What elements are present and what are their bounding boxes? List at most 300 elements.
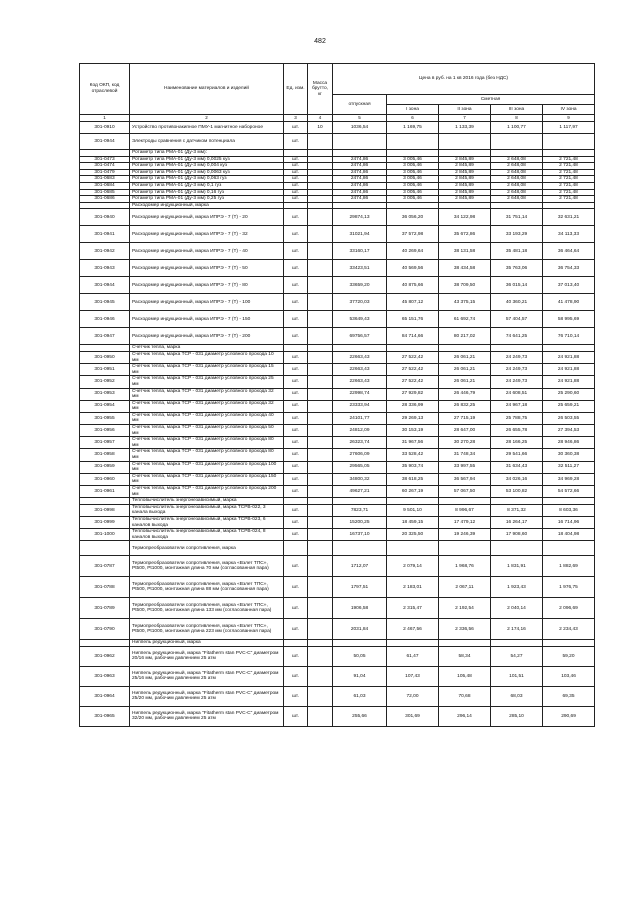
cell-price-zone-4: 76 710,14	[543, 328, 595, 345]
cell-mass	[308, 202, 333, 209]
cell-code: 301-0963	[80, 666, 130, 686]
cell-price-zone-2: 26 061,21	[439, 376, 491, 388]
cell-name: Ниппель редукционный, марка	[130, 640, 284, 647]
cell-price-zone-2: 2 845,89	[439, 196, 491, 203]
cell-price-zone-2: 35 672,86	[439, 226, 491, 243]
cell-code: 301-0951	[80, 364, 130, 376]
table-body	[80, 122, 595, 727]
cell-price-zone-4: 103,46	[543, 666, 595, 686]
cell-price-zone-1: 3 005,46	[387, 169, 439, 176]
cell-name: Расходомер индукционный, марка ИПРЭ - 7 (Т) - 50	[130, 260, 284, 277]
cell-price-zone-4: 26 503,55	[543, 412, 595, 424]
cell-price-zone-3: 2 648,08	[491, 163, 543, 170]
cell-name: Тепловычислитель энергонезависимый, марка ТСРВ-022, 3 канала выхода	[130, 504, 284, 516]
cell-name: Тепловычислитель энергонезависимый, марка ТСРВ-023, 6 каналов выхода	[130, 516, 284, 528]
cell-mass	[308, 189, 333, 196]
cell-price-zone-4	[543, 202, 595, 209]
table-row	[80, 449, 595, 461]
cell-price-zone-1: 30 153,19	[387, 425, 439, 437]
cell-name: Счетчик тепла, марка ТСР - 031 диаметр условного прохода 10 мм	[130, 351, 284, 363]
table-row	[80, 498, 595, 505]
cell-code	[80, 640, 130, 647]
table-row	[80, 473, 595, 485]
cell-price-zone-1: 27 522,42	[387, 364, 439, 376]
cell-price-release: 91,04	[333, 666, 387, 686]
cell-price-zone-4: 41 478,90	[543, 294, 595, 311]
cell-price-zone-4: 24 921,88	[543, 351, 595, 363]
cell-name: Термопреобразователи сопротивления, марка «Взлет ТПС», Pt500, Pt1000, монтажная длина 223 мм (согласованная пара)	[130, 619, 284, 640]
cell-price-zone-4	[543, 345, 595, 352]
cell-unit: шт.	[284, 437, 308, 449]
cell-unit: шт.	[284, 619, 308, 640]
cell-price-release: 23333,94	[333, 400, 387, 412]
table-row	[80, 202, 595, 209]
cell-code: 301-0960	[80, 473, 130, 485]
cell-price-zone-1: 3 005,46	[387, 189, 439, 196]
cell-price-release: 2474,86	[333, 189, 387, 196]
cell-price-release: 22998,74	[333, 388, 387, 400]
cell-unit: шт.	[284, 473, 308, 485]
table-row	[80, 351, 595, 363]
table-row	[80, 311, 595, 328]
cell-price-zone-4: 34 969,28	[543, 473, 595, 485]
cell-price-zone-2: 2 192,54	[439, 598, 491, 619]
cell-price-release: 2474,86	[333, 163, 387, 170]
cell-price-zone-3: 24 608,51	[491, 388, 543, 400]
cell-code: 301-0950	[80, 351, 130, 363]
cell-unit: шт.	[284, 163, 308, 170]
cell-price-zone-3: 285,10	[491, 706, 543, 726]
cell-mass	[308, 294, 333, 311]
cell-mass	[308, 243, 333, 260]
cell-name: Ротаметр типа РМА-01 (Ду-3 мм) 0,063 гуз	[130, 176, 284, 183]
cell-unit: шт.	[284, 277, 308, 294]
table-row	[80, 134, 595, 150]
header-unit: Ед. изм.	[284, 64, 308, 115]
cell-price-zone-2: 26 446,79	[439, 388, 491, 400]
cell-price-zone-4: 16 714,96	[543, 516, 595, 528]
cell-name: Термопреобразователи сопротивления, марка «Взлет ТПС», Pt500, Pt1000, монтажная длина 88 мм (согласованная пара)	[130, 577, 284, 598]
table-row	[80, 619, 595, 640]
cell-name: Электроды сравнения с датчиком потенциала	[130, 134, 284, 150]
cell-name: Счетчик тепла, марка ТСР - 031 диаметр условного прохода 32 мм	[130, 400, 284, 412]
cell-code: 301-0910	[80, 122, 130, 134]
cell-mass	[308, 311, 333, 328]
header-zone-1: I зона	[387, 105, 439, 115]
cell-name: Термопреобразователи сопротивления, марка	[130, 541, 284, 556]
table-row	[80, 226, 595, 243]
cell-price-zone-1: 3 005,46	[387, 176, 439, 183]
cell-mass	[308, 640, 333, 647]
cell-price-zone-1: 27 522,42	[387, 351, 439, 363]
cell-price-zone-3: 2 648,08	[491, 176, 543, 183]
cell-price-zone-1: 1 169,75	[387, 122, 439, 134]
cell-price-zone-3: 34 026,16	[491, 473, 543, 485]
cell-price-release: 7823,71	[333, 504, 387, 516]
cell-price-zone-3: 26 655,78	[491, 425, 543, 437]
cell-price-zone-1: 45 807,12	[387, 294, 439, 311]
cell-price-zone-2: 1 968,76	[439, 556, 491, 577]
cell-price-zone-3: 35 763,06	[491, 260, 543, 277]
cell-mass	[308, 577, 333, 598]
cell-name: Устройство противонакипное ПМУ-1 магнитное набороное	[130, 122, 284, 134]
cell-price-zone-3: 2 648,08	[491, 189, 543, 196]
cell-name: Счетчик тепла, марка ТСР - 031 диаметр условного прохода 50 мм	[130, 425, 284, 437]
cell-price-zone-4: 1 976,75	[543, 577, 595, 598]
table-row	[80, 156, 595, 163]
cell-price-release: 22663,43	[333, 364, 387, 376]
col-number: 2	[130, 115, 284, 122]
cell-price-zone-2	[439, 640, 491, 647]
cell-price-zone-2: 296,14	[439, 706, 491, 726]
table-row	[80, 646, 595, 666]
cell-name: Расходомер индукционный, марка ИПРЭ - 7 (Т) - 150	[130, 311, 284, 328]
cell-price-zone-3	[491, 345, 543, 352]
cell-price-zone-1: 37 572,98	[387, 226, 439, 243]
cell-mass	[308, 437, 333, 449]
cell-mass	[308, 226, 333, 243]
cell-price-zone-2: 38 131,58	[439, 243, 491, 260]
cell-code	[80, 150, 130, 157]
table-row	[80, 150, 595, 157]
table-row	[80, 176, 595, 183]
cell-name: Счетчик тепла, марка ТСР - 031 диаметр условного прохода 40 мм	[130, 412, 284, 424]
cell-price-release: 2474,86	[333, 169, 387, 176]
cell-price-release: 29874,13	[333, 209, 387, 226]
cell-price-zone-3: 2 648,08	[491, 196, 543, 203]
cell-price-zone-2	[439, 134, 491, 150]
cell-name: Ниппель редукционный, марка "Fitatherm stan PVC-C" диаметром 20/16 мм, рабочим давлением 25 атм	[130, 646, 284, 666]
cell-unit: шт.	[284, 598, 308, 619]
table-row	[80, 504, 595, 516]
cell-unit: шт.	[284, 328, 308, 345]
cell-price-zone-2: 2 845,89	[439, 163, 491, 170]
cell-price-zone-2: 38 709,50	[439, 277, 491, 294]
cell-price-zone-4: 28 946,86	[543, 437, 595, 449]
cell-code: 301-0686	[80, 196, 130, 203]
col-number: 1	[80, 115, 130, 122]
cell-code: 301-0998	[80, 504, 130, 516]
cell-price-release: 2474,86	[333, 176, 387, 183]
cell-price-release: 1036,54	[333, 122, 387, 134]
cell-price-zone-3: 35 481,18	[491, 243, 543, 260]
cell-code: 301-0683	[80, 176, 130, 183]
cell-mass	[308, 516, 333, 528]
cell-mass	[308, 425, 333, 437]
cell-name: Счетчик тепла, марка ТСР - 031 диаметр условного прохода 100 мм	[130, 461, 284, 473]
cell-code: 301-0954	[80, 400, 130, 412]
cell-name: Ротаметр типа РМА-01 (Ду-3 мм) 0,16 гуз	[130, 189, 284, 196]
cell-unit: шт.	[284, 666, 308, 686]
cell-unit: шт.	[284, 486, 308, 498]
cell-price-zone-2: 31 748,34	[439, 449, 491, 461]
cell-name: Счетчик тепла, марка	[130, 345, 284, 352]
cell-price-zone-1: 60 267,19	[387, 486, 439, 498]
cell-price-zone-3: 28 166,25	[491, 437, 543, 449]
cell-mass	[308, 376, 333, 388]
cell-code: 301-0962	[80, 646, 130, 666]
cell-name: Счетчик тепла, марка ТСР - 031 диаметр условного прохода 32 мм	[130, 388, 284, 400]
cell-price-release: 33160,17	[333, 243, 387, 260]
cell-price-zone-3: 2 040,14	[491, 598, 543, 619]
cell-price-release	[333, 134, 387, 150]
table-row	[80, 182, 595, 189]
cell-price-zone-3: 24 249,73	[491, 376, 543, 388]
cell-price-release: 34800,32	[333, 473, 387, 485]
table-row	[80, 486, 595, 498]
cell-price-zone-1: 20 325,50	[387, 529, 439, 541]
cell-name: Расходомер индукционный, марка ИПРЭ - 7 (Т) - 40	[130, 243, 284, 260]
cell-price-zone-1: 61,47	[387, 646, 439, 666]
cell-price-zone-1: 3 005,46	[387, 182, 439, 189]
cell-price-zone-4: 2 721,48	[543, 182, 595, 189]
cell-name: Счетчик тепла, марка ТСР - 031 диаметр условного прохода 25 мм	[130, 376, 284, 388]
table-row	[80, 328, 595, 345]
cell-price-zone-2: 34 122,98	[439, 209, 491, 226]
cell-mass	[308, 400, 333, 412]
cell-price-zone-4: 2 096,69	[543, 598, 595, 619]
cell-price-zone-4: 58 995,69	[543, 311, 595, 328]
table-row	[80, 706, 595, 726]
cell-price-zone-3: 25 788,75	[491, 412, 543, 424]
cell-price-zone-2	[439, 345, 491, 352]
cell-name: Счетчик тепла, марка ТСР - 031 диаметр условного прохода 150 мм	[130, 473, 284, 485]
cell-price-zone-3: 24 967,18	[491, 400, 543, 412]
cell-mass	[308, 498, 333, 505]
cell-price-zone-2: 105,48	[439, 666, 491, 686]
cell-price-release: 49627,21	[333, 486, 387, 498]
cell-price-zone-1: 38 618,25	[387, 473, 439, 485]
cell-price-zone-3: 29 541,66	[491, 449, 543, 461]
cell-price-release	[333, 498, 387, 505]
cell-unit: шт.	[284, 182, 308, 189]
cell-mass	[308, 646, 333, 666]
cell-price-zone-3: 57 404,57	[491, 311, 543, 328]
cell-price-zone-1	[387, 345, 439, 352]
table-row	[80, 189, 595, 196]
cell-price-zone-4	[543, 498, 595, 505]
cell-price-release: 22663,43	[333, 376, 387, 388]
cell-mass	[308, 182, 333, 189]
col-number: 9	[543, 115, 595, 122]
cell-price-zone-4: 54 572,66	[543, 486, 595, 498]
cell-price-zone-3: 1 831,91	[491, 556, 543, 577]
cell-price-release: 31021,94	[333, 226, 387, 243]
cell-price-zone-3: 2 648,08	[491, 169, 543, 176]
cell-price-zone-1: 2 467,56	[387, 619, 439, 640]
cell-price-zone-1: 27 522,42	[387, 376, 439, 388]
cell-price-zone-1: 36 056,20	[387, 209, 439, 226]
table-row	[80, 640, 595, 647]
cell-price-zone-4: 290,69	[543, 706, 595, 726]
col-number: 6	[387, 115, 439, 122]
cell-price-release: 53649,43	[333, 311, 387, 328]
cell-price-zone-3	[491, 150, 543, 157]
cell-price-zone-1: 301,69	[387, 706, 439, 726]
cell-unit: шт.	[284, 529, 308, 541]
cell-price-zone-1	[387, 541, 439, 556]
cell-price-zone-1: 40 269,64	[387, 243, 439, 260]
cell-code: 301-0685	[80, 189, 130, 196]
cell-mass	[308, 196, 333, 203]
cell-price-zone-1: 35 903,74	[387, 461, 439, 473]
cell-mass	[308, 706, 333, 726]
cell-mass	[308, 277, 333, 294]
cell-price-zone-3	[491, 541, 543, 556]
cell-price-zone-4: 2 721,48	[543, 189, 595, 196]
cell-name: Ниппель редукционный, марка "Fitatherm stan PVC-C" диаметром 25/20 мм, рабочим давлением 25 атм	[130, 686, 284, 706]
table-row	[80, 388, 595, 400]
cell-price-zone-3: 2 648,08	[491, 182, 543, 189]
cell-price-zone-1: 9 501,10	[387, 504, 439, 516]
cell-price-zone-2: 80 217,02	[439, 328, 491, 345]
cell-price-release: 2474,86	[333, 156, 387, 163]
cell-name: Ротаметр типа РМА-01 (Ду-3 мм) 0,25 гуз	[130, 196, 284, 203]
cell-price-zone-2	[439, 202, 491, 209]
table-row	[80, 529, 595, 541]
cell-price-zone-4: 32 511,27	[543, 461, 595, 473]
cell-code: 301-0684	[80, 182, 130, 189]
header-price-title: Цена в руб. на 1 кв 2016 года (без НДС)	[333, 64, 595, 95]
table-row	[80, 516, 595, 528]
cell-mass	[308, 529, 333, 541]
cell-code: 301-0961	[80, 486, 130, 498]
cell-unit: шт.	[284, 646, 308, 666]
cell-code: 301-0945	[80, 294, 130, 311]
cell-price-zone-1: 65 151,76	[387, 311, 439, 328]
table-row	[80, 666, 595, 686]
cell-name: Счетчик тепла, марка ТСР - 031 диаметр условного прохода 80 мм	[130, 449, 284, 461]
cell-code: 301-0790	[80, 619, 130, 640]
cell-mass	[308, 461, 333, 473]
cell-name: Ротаметр типа РМА-01 (Ду-3 мм) 0,0025 куз	[130, 156, 284, 163]
cell-price-zone-4: 1 117,97	[543, 122, 595, 134]
cell-name: Ротаметр типа РМА-01 (Ду-3 мм):	[130, 150, 284, 157]
cell-price-zone-4: 59,20	[543, 646, 595, 666]
table-row	[80, 277, 595, 294]
cell-price-zone-4	[543, 541, 595, 556]
cell-price-zone-3	[491, 202, 543, 209]
cell-price-release: 2474,86	[333, 182, 387, 189]
header-release: отпускная	[333, 95, 387, 115]
cell-price-zone-2: 2 845,89	[439, 169, 491, 176]
cell-code: 301-0965	[80, 706, 130, 726]
cell-price-zone-3: 101,51	[491, 666, 543, 686]
header-code: Код ОКП, код отраслевой	[80, 64, 130, 115]
cell-mass	[308, 412, 333, 424]
cell-price-release: 37720,03	[333, 294, 387, 311]
cell-name: Счетчик тепла, марка ТСР - 031 диаметр условного прохода 200 мм	[130, 486, 284, 498]
table-row	[80, 243, 595, 260]
cell-price-release: 2031,84	[333, 619, 387, 640]
cell-price-zone-2: 43 375,15	[439, 294, 491, 311]
cell-code	[80, 345, 130, 352]
cell-price-zone-2: 1 133,39	[439, 122, 491, 134]
cell-mass	[308, 619, 333, 640]
table-row	[80, 598, 595, 619]
cell-mass: 10	[308, 122, 333, 134]
cell-name: Тепловычислитель энергонезависимый, марка ТСРВ-024, 8 каналов выхода	[130, 529, 284, 541]
table-row	[80, 169, 595, 176]
cell-price-zone-4: 24 921,88	[543, 376, 595, 388]
cell-price-zone-2: 2 845,89	[439, 182, 491, 189]
cell-name: Расходомер индукционный, марка ИПРЭ - 7 (Т) - 80	[130, 277, 284, 294]
table-row	[80, 122, 595, 134]
cell-price-release: 29565,05	[333, 461, 387, 473]
cell-price-zone-2: 38 434,58	[439, 260, 491, 277]
cell-price-zone-3: 36 015,14	[491, 277, 543, 294]
cell-price-release: 33659,20	[333, 277, 387, 294]
cell-mass	[308, 473, 333, 485]
cell-code: 301-0787	[80, 556, 130, 577]
cell-price-zone-1: 33 528,42	[387, 449, 439, 461]
cell-unit: шт.	[284, 196, 308, 203]
cell-price-zone-4: 30 360,38	[543, 449, 595, 461]
table-row	[80, 209, 595, 226]
cell-price-zone-4	[543, 150, 595, 157]
cell-price-zone-3: 1 923,43	[491, 577, 543, 598]
cell-price-release: 24101,77	[333, 412, 387, 424]
cell-price-release: 22663,43	[333, 351, 387, 363]
cell-price-zone-3: 2 174,16	[491, 619, 543, 640]
cell-price-zone-2	[439, 541, 491, 556]
table-row	[80, 364, 595, 376]
cell-price-zone-2: 2 845,89	[439, 156, 491, 163]
cell-unit: шт.	[284, 243, 308, 260]
cell-price-zone-1: 72,00	[387, 686, 439, 706]
cell-unit: шт.	[284, 388, 308, 400]
table-row	[80, 345, 595, 352]
cell-price-release: 50,05	[333, 646, 387, 666]
table-row	[80, 556, 595, 577]
cell-price-zone-2: 26 061,21	[439, 364, 491, 376]
cell-unit	[284, 202, 308, 209]
cell-price-zone-4: 32 631,21	[543, 209, 595, 226]
header-estimate: Сметная	[387, 95, 595, 105]
price-table	[79, 63, 595, 727]
cell-price-release: 1797,51	[333, 577, 387, 598]
cell-price-zone-2: 36 567,94	[439, 473, 491, 485]
cell-price-zone-2	[439, 498, 491, 505]
cell-unit: шт.	[284, 134, 308, 150]
cell-code: 301-0944	[80, 134, 130, 150]
cell-code: 301-0479	[80, 169, 130, 176]
cell-price-zone-1	[387, 498, 439, 505]
cell-code: 301-0959	[80, 461, 130, 473]
cell-price-zone-1: 29 269,13	[387, 412, 439, 424]
cell-unit: шт.	[284, 311, 308, 328]
cell-price-zone-3: 8 371,32	[491, 504, 543, 516]
cell-price-zone-3: 17 908,60	[491, 529, 543, 541]
cell-unit: шт.	[284, 351, 308, 363]
cell-price-zone-1: 40 569,56	[387, 260, 439, 277]
cell-price-zone-4: 36 464,64	[543, 243, 595, 260]
header-mass: Масса брутто, кг	[308, 64, 333, 115]
cell-price-zone-3: 31 634,43	[491, 461, 543, 473]
cell-price-zone-3: 2 648,08	[491, 156, 543, 163]
cell-price-zone-1: 2 315,47	[387, 598, 439, 619]
cell-code: 301-0946	[80, 311, 130, 328]
cell-price-zone-1: 3 005,46	[387, 156, 439, 163]
cell-price-zone-3: 1 100,77	[491, 122, 543, 134]
cell-unit: шт.	[284, 516, 308, 528]
cell-unit: шт.	[284, 176, 308, 183]
cell-code: 301-0947	[80, 328, 130, 345]
cell-name: Расходомер индукционный, марка ИПРЭ - 7 (Т) - 100	[130, 294, 284, 311]
cell-name: Расходомер индукционный, марка ИПРЭ - 7 (Т) - 20	[130, 209, 284, 226]
cell-price-zone-1: 31 967,56	[387, 437, 439, 449]
cell-unit: шт.	[284, 376, 308, 388]
